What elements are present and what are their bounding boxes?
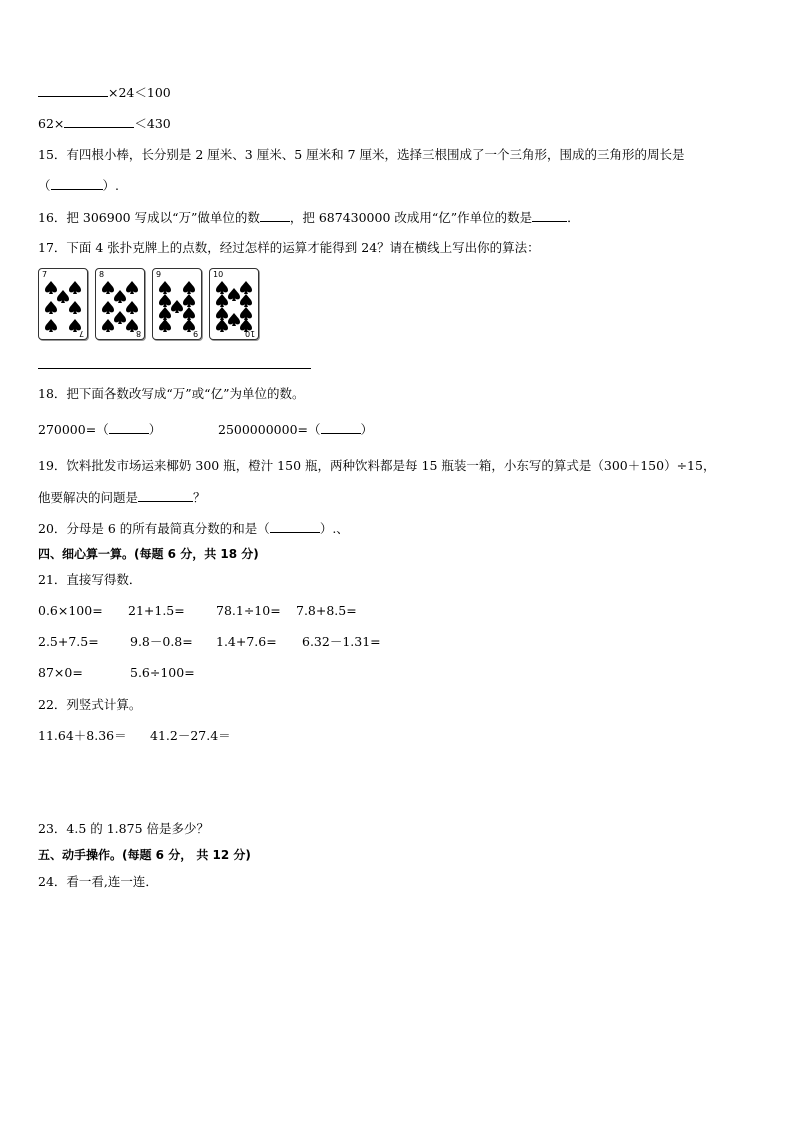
question-17: 17．下面 4 张扑克牌上的点数，经过怎样的运算才能得到 24？请在横线上写出你的算法：: [38, 240, 540, 255]
blank-1[interactable]: [38, 84, 108, 97]
question-16-part-c: ．: [567, 210, 580, 225]
blank-19[interactable]: [138, 489, 193, 502]
inequality-2-prefix: 62×: [38, 116, 65, 131]
question-16: [38, 209, 580, 226]
expr: 41.2－27.4＝: [150, 728, 231, 743]
answer-line-17[interactable]: [38, 368, 311, 369]
question-23: 23．4.5 的 1.875 倍是多少？: [38, 821, 209, 836]
q20-end: ）.、: [319, 521, 349, 536]
expr: 7.8+8.5=: [296, 603, 357, 618]
expr: 2.5+7.5=: [38, 634, 99, 649]
blank-16a[interactable]: [260, 209, 290, 222]
paren-open: （: [38, 178, 51, 193]
question-16-part-a: 16．把 306900 写成以“万”做单位的数: [38, 210, 260, 225]
card-rank-bottom: 10: [244, 329, 255, 338]
card-rank: 9: [156, 270, 162, 279]
inequality-2: [38, 115, 171, 132]
question-21: 21．直接写得数．: [38, 572, 142, 587]
expr: 1.4+7.6=: [216, 634, 277, 649]
blank-2[interactable]: [64, 115, 134, 128]
expr: 5.6÷100=: [130, 665, 195, 680]
card-rank-bottom: 9: [192, 329, 198, 338]
q18-left-text: 270000=（: [38, 422, 109, 437]
q18-right-text: 2500000000=（: [218, 422, 321, 437]
blank-20[interactable]: [270, 520, 320, 533]
card-rank-bottom: 8: [135, 329, 141, 338]
expr: 78.1÷10=: [216, 603, 281, 618]
section-4-heading: 四、细心算一算。(每题 6 分，共 18 分): [38, 547, 259, 561]
card-rank-bottom: 7: [78, 329, 84, 338]
inequality-1: [38, 84, 171, 101]
q18-left: [38, 421, 161, 438]
expr: 21+1.5=: [128, 603, 185, 618]
card-rank: 10: [213, 270, 224, 279]
paren-close: ）: [360, 422, 374, 437]
card-rank: 7: [42, 270, 48, 279]
question-20: [38, 520, 349, 537]
expr: 0.6×100=: [38, 603, 103, 618]
card-9: [152, 268, 202, 340]
question-15-line-1: 15．有四根小棒，长分别是 2 厘米、3 厘米、5 厘米和 7 厘米，选择三根围成了一个三角形，围成的三角形的周长是: [38, 147, 685, 162]
expr: 6.32－1.31=: [302, 634, 381, 649]
card-8: [95, 268, 145, 340]
blank-16b[interactable]: [532, 209, 567, 222]
paren-close: ）: [148, 422, 162, 437]
question-19-line-1: 19．饮料批发市场运来椰奶 300 瓶，橙汁 150 瓶，两种饮料都是每 15 瓶装一箱，小东写的算式是（300＋150）÷15，: [38, 458, 716, 473]
blank-18a[interactable]: [109, 421, 149, 434]
expr: 11.64＋8.36＝: [38, 728, 127, 743]
inequality-1-text: ×24＜100: [108, 85, 171, 100]
paren-close: ）.: [102, 178, 119, 193]
question-15-line-2: [38, 177, 119, 194]
q18-right: [218, 421, 373, 438]
question-16-part-b: ，把 687430000 改成用“亿”作单位的数是: [289, 210, 533, 225]
inequality-2-suffix: ＜430: [134, 116, 171, 131]
expr: 87×0=: [38, 665, 83, 680]
playing-cards: [38, 268, 268, 342]
question-24: 24．看一看,连一连．: [38, 874, 158, 889]
question-18: 18．把下面各数改写成“万”或“亿”为单位的数。: [38, 386, 305, 401]
blank-15[interactable]: [51, 177, 103, 190]
card-7: [38, 268, 88, 340]
blank-18b[interactable]: [321, 421, 361, 434]
card-10: [209, 268, 259, 340]
card-rank: 8: [99, 270, 105, 279]
expr: 9.8－0.8=: [130, 634, 193, 649]
q19-text: 他要解决的问题是: [38, 490, 139, 505]
q19-end: ？: [193, 490, 206, 505]
question-22: 22．列竖式计算。: [38, 697, 142, 712]
q20-text: 20．分母是 6 的所有最简真分数的和是（: [38, 521, 270, 536]
question-19-line-2: [38, 489, 206, 506]
section-5-heading: 五、动手操作。(每题 6 分， 共 12 分): [38, 848, 251, 862]
